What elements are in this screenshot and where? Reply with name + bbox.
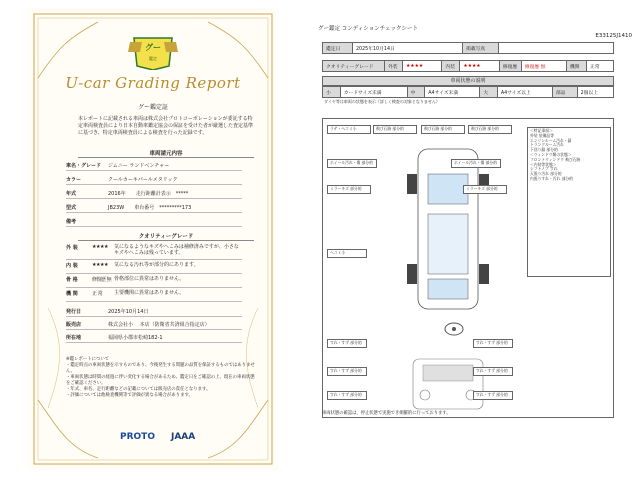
damage-box: すれ・すず 部分的 [327, 339, 367, 348]
report-subtitle: グー鑑定証 [137, 104, 168, 111]
grade-row-interior: 内 装 ★★★★ 気になる汚れ等が部分的にあります。 [66, 262, 242, 274]
issue-row: 販売店 株式会社小 本店（防衛省共済組合指定店） [66, 321, 242, 330]
seal-subtext: 鑑定 [149, 56, 157, 61]
damage-box: 飛び石跡 部分的 [373, 125, 417, 134]
damage-box: すれ・すず 部分的 [473, 391, 513, 400]
legend-table: 小 カードサイズ未満 中 A4サイズ未満 大 A4サイズ以上 部品 2個以上 [322, 86, 614, 98]
grade-section-heading: クオリティーグレード [78, 232, 254, 241]
damage-box: 飛び石跡 部分的 [421, 125, 465, 134]
logo-area [120, 432, 195, 442]
damage-box: 飛び石跡 部分的 [468, 125, 512, 134]
special-notes: ＜特記事項＞ 外装 装備品等 エンジンルーム汚れ・錆 トランクルーム汚れ 下回り錆 部分的 ＜ウィンドウ類の状態＞ フロントウィンドウ 飛び石跡 ＜内装等状態＞ シフトノブ すれ 天張り汚れ 部分的 内張りすれ・汚れ 部分的 [527, 127, 611, 277]
sheet-id: E33125J1410 [595, 33, 632, 39]
damage-box: ミラーキズ 部分的 [327, 185, 371, 194]
damage-box: ラゲ・ヘコミ小 [327, 125, 371, 134]
grade-row-engine: 機 関 正 常 主要機関に異常はありません。 [66, 290, 242, 302]
grade-row-frame: 骨 格 修復歴 無 骨格部位に異常はありません。 [66, 276, 242, 288]
vehicle-row: 備考 [66, 218, 242, 227]
intro-text: 本レポートに記載される車両は株式会社プロトコーポレーションが委託する特定車両検査員により日本自動車鑑定協会の保証を受けた者が厳選した査定基準に基づき、特定車両検査員による検査を行った記録です。 [78, 116, 254, 136]
jaaa-logo: JAAA [170, 432, 196, 442]
car-rear-view [403, 349, 493, 415]
grade-row-exterior: 外 装 ★★★★ 気になるようなキズやへこみは補修済みですが、小さなキズやへこみは残っています。 [66, 244, 242, 260]
quality-table: クオリティーグレード 外装 ★★★★ 内装 ★★★★ 修復歴 修復歴 無 機関 正常 [322, 60, 614, 72]
damage-box: すれ・すず 部分的 [327, 367, 367, 376]
vehicle-row: 年式 2016年 走行距離計表示 ***** [66, 190, 242, 199]
car-diagram [322, 118, 614, 418]
grading-certificate [28, 8, 278, 470]
vehicle-row: 車名・グレード ジムニー ランドベンチャー [66, 162, 242, 171]
damage-box: ホイール汚れ・傷 部分的 [451, 159, 501, 168]
vehicle-row: カラー クールカーキパールメタリック [66, 176, 242, 185]
condition-check-sheet [322, 28, 614, 474]
seal-text: グー [145, 43, 161, 52]
diagram-footnote: 車両状態の確認は、停止状態で実施でき網羅的に行っております。 [322, 411, 451, 416]
damage-box: すれ・すず 部分的 [327, 391, 367, 400]
report-title: U-car Grading Report [65, 74, 241, 92]
damage-box: ミラーキズ 部分的 [463, 185, 507, 194]
vehicle-row: 型式 JB23W 車台番号 *********173 [66, 204, 242, 213]
issue-row: 所在地 福岡県小郡市松崎182-1 [66, 334, 242, 343]
proto-logo: PROTO [120, 432, 155, 442]
damage-box: ホイール汚れ・傷 部分的 [327, 159, 377, 168]
steering-wheel-icon [443, 321, 465, 337]
notes-text: ※鑑レポートについて ・鑑定時点の車両状態を示すものであり、今後発生する問題の品質を保証するものではありません。 ・車両状態は時間の経過に伴い変化する場合があるため、鑑定日をご確認の上、現在の車両状態をご確認ください。 ・年式、車名、走行距離などの記載については販売店の責任となります。 ・評価については他検査機関等で評価が異なる場合があります。 [66, 357, 255, 398]
issue-row: 発行日 2025年10月14日 [66, 308, 242, 317]
header-table: 鑑定日 2025年10月14日 掲載写真 [322, 42, 614, 54]
damage-box: ヘコミ小 [327, 249, 367, 258]
legend-note: ダイヤ等は車両の状態を表示（詳しく検査の対象となりません） [324, 99, 440, 104]
vehicle-section-heading: 車両請元内容 [78, 149, 254, 158]
damage-box: すれ・すず 部分的 [473, 339, 513, 348]
damage-box: すれ・すず 部分的 [473, 367, 513, 376]
sheet-title: グー鑑定 コンディションチェックシート [318, 26, 419, 32]
state-header: 車両状態の説明 [322, 76, 614, 86]
